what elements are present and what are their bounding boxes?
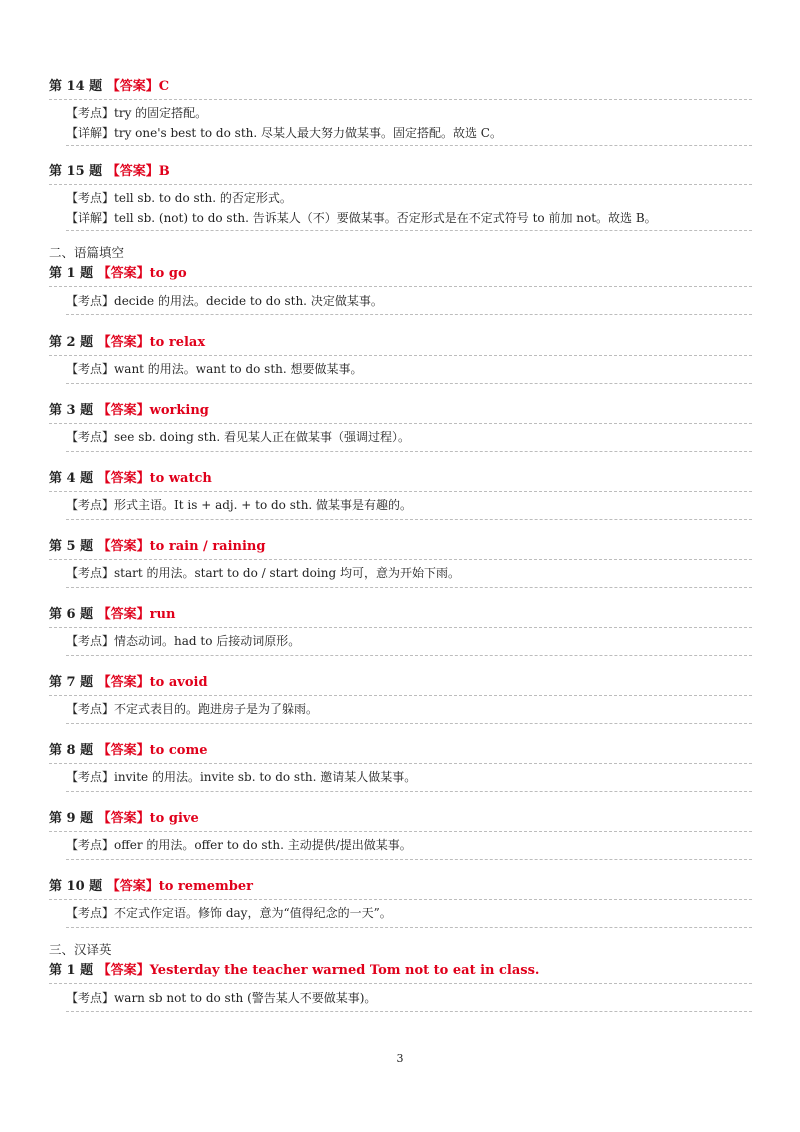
question-number: 第 5 题 [49,539,94,554]
dashed-rule [66,723,752,724]
answer-text: run [149,607,176,622]
dashed-rule [49,99,752,100]
answer-label: 【答案】 [97,539,150,554]
question-heading [49,739,207,758]
dashed-rule [66,314,752,315]
question-number: 第 1 题 [49,963,94,978]
question-heading [49,807,199,826]
question-heading [49,262,187,281]
question-heading [49,467,212,486]
dashed-rule [66,519,752,520]
dashed-rule [49,491,752,492]
answer-label: 【答案】 [97,471,150,486]
answer-label: 【答案】 [97,675,150,690]
section-heading: 三、汉译英 [49,942,112,957]
answer-label: 【答案】 [97,403,150,418]
dashed-rule [49,899,752,900]
question-number: 第 2 题 [49,335,94,350]
question-number: 第 4 题 [49,471,94,486]
question-number: 第 15 题 [49,164,103,179]
question-heading [49,959,539,978]
page-number: 3 [396,1052,404,1065]
dashed-rule [66,383,752,384]
dashed-rule [49,695,752,696]
dashed-rule [66,230,752,231]
dashed-rule [49,423,752,424]
dashed-rule [49,286,752,287]
question-number: 第 8 题 [49,743,94,758]
dashed-rule [49,184,752,185]
dashed-rule [49,355,752,356]
question-number: 第 14 题 [49,79,103,94]
dashed-rule [66,791,752,792]
question-heading [49,875,253,894]
dashed-rule [49,627,752,628]
dashed-rule [49,983,752,984]
answer-label: 【答案】 [97,607,150,622]
question-heading [49,399,209,418]
question-heading [49,535,265,554]
dashed-rule [66,1011,752,1012]
kaodian-line: 【考点】tell sb. to do sth. 的否定形式。 [66,191,292,205]
answer-text: B [158,164,170,179]
kaodian-line: 【考点】offer 的用法。offer to do sth. 主动提供/提出做某事。 [66,838,412,852]
kaodian-line: 【考点】不定式表目的。跑进房子是为了躲雨。 [66,702,319,716]
answer-label: 【答案】 [97,743,150,758]
kaodian-line: 【考点】see sb. doing sth. 看见某人正在做某事（强调过程）。 [66,430,410,444]
answer-label: 【答案】 [97,335,150,350]
question-number: 第 6 题 [49,607,94,622]
answer-label: 【答案】 [106,164,159,179]
question-heading [49,671,208,690]
answer-text: working [149,403,209,418]
answer-label: 【答案】 [97,811,150,826]
question-number: 第 3 题 [49,403,94,418]
kaodian-line: 【考点】decide 的用法。decide to do sth. 决定做某事。 [66,294,383,308]
answer-text: Yesterday the teacher warned Tom not to eat in class. [149,963,540,978]
answer-text: to rain / raining [149,539,266,554]
question-heading [49,160,170,179]
section-heading: 二、语篇填空 [49,245,125,260]
question-heading [49,603,175,622]
question-number: 第 10 题 [49,879,103,894]
answer-label: 【答案】 [97,963,150,978]
answer-text: C [158,79,170,94]
answer-label: 【答案】 [106,79,159,94]
kaodian-line: 【考点】start 的用法。start to do / start doing 均可，意为开始下雨。 [66,566,460,580]
kaodian-line: 【考点】want 的用法。want to do sth. 想要做某事。 [66,362,363,376]
dashed-rule [49,831,752,832]
answer-label: 【答案】 [97,266,150,281]
dashed-rule [49,559,752,560]
question-number: 第 9 题 [49,811,94,826]
kaodian-line: 【考点】情态动词。had to 后接动词原形。 [66,634,301,648]
dashed-rule [66,927,752,928]
dashed-rule [66,859,752,860]
answer-text: to watch [149,471,212,486]
xiangjie-line: 【详解】try one's best to do sth. 尽某人最大努力做某事。固定搭配。故选 C。 [66,126,502,140]
answer-text: to go [149,266,187,281]
kaodian-line: 【考点】形式主语。It is + adj. + to do sth. 做某事是有趣的。 [66,498,413,512]
question-number: 第 1 题 [49,266,94,281]
answer-text: to remember [158,879,254,894]
kaodian-line: 【考点】不定式作定语。修饰 day，意为“值得纪念的一天”。 [66,906,392,920]
dashed-rule [66,655,752,656]
question-heading [49,75,169,94]
dashed-rule [49,763,752,764]
xiangjie-line: 【详解】tell sb. (not) to do sth. 告诉某人（不）要做某事。否定形式是在不定式符号 to 前加 not。故选 B。 [66,211,657,225]
dashed-rule [66,587,752,588]
dashed-rule [66,145,752,146]
kaodian-line: 【考点】try 的固定搭配。 [66,106,208,120]
answer-text: to avoid [149,675,208,690]
answer-label: 【答案】 [106,879,159,894]
question-number: 第 7 题 [49,675,94,690]
answer-text: to come [149,743,208,758]
answer-text: to relax [149,335,206,350]
kaodian-line: 【考点】warn sb not to do sth (警告某人不要做某事)。 [66,991,377,1005]
kaodian-line: 【考点】invite 的用法。invite sb. to do sth. 邀请某人做某事。 [66,770,417,784]
question-heading [49,331,205,350]
answer-text: to give [149,811,199,826]
dashed-rule [66,451,752,452]
